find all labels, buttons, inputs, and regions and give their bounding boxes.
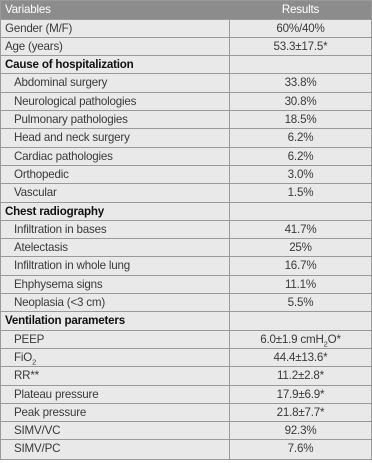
result-value-tail: O* xyxy=(327,332,341,346)
variable-label: Head and neck surgery xyxy=(14,131,130,145)
variable-label: Infiltration in whole lung xyxy=(14,259,130,273)
table-row xyxy=(1,74,371,92)
variable-cell xyxy=(1,312,230,329)
result-cell xyxy=(230,93,371,110)
result-cell xyxy=(230,257,371,274)
variable-label: Chest radiography xyxy=(5,204,105,218)
table-header xyxy=(1,1,371,20)
variable-label-subscript: 2 xyxy=(32,357,37,367)
section-row xyxy=(1,56,371,74)
result-cell xyxy=(230,367,371,384)
variable-label: Infiltration in bases xyxy=(14,222,107,236)
result-cell xyxy=(230,239,371,256)
result-cell xyxy=(230,404,371,421)
result-value: 7.6% xyxy=(287,442,314,456)
variable-cell xyxy=(1,294,230,311)
table-row xyxy=(1,331,371,349)
variable-label: Cardiac pathologies xyxy=(14,149,113,163)
variable-label: PEEP xyxy=(14,332,45,346)
table-row xyxy=(1,129,371,147)
result-value: 53.3±17.5* xyxy=(273,39,328,53)
table-row xyxy=(1,184,371,202)
result-value: 16.7% xyxy=(284,259,317,273)
result-value: 11.2±2.8* xyxy=(277,369,324,383)
table-body xyxy=(1,20,371,459)
variable-cell xyxy=(1,221,230,238)
result-cell xyxy=(230,38,371,55)
variable-cell xyxy=(1,440,230,458)
result-cell xyxy=(230,294,371,311)
variable-cell xyxy=(1,422,230,439)
variable-label: Abdominal surgery xyxy=(14,76,108,90)
variable-cell xyxy=(1,166,230,183)
variable-cell xyxy=(1,111,230,128)
variable-cell xyxy=(1,93,230,110)
result-cell xyxy=(230,422,371,439)
result-cell xyxy=(230,148,371,165)
variable-label: Orthopedic xyxy=(14,167,69,181)
table-row xyxy=(1,349,371,367)
result-value: 44.4±13.6* xyxy=(273,350,328,364)
variable-label: Neurological pathologies xyxy=(14,94,137,108)
variable-label: Ventilation parameters xyxy=(5,314,125,328)
result-value: 17.9±6.9* xyxy=(276,387,325,401)
variable-label: Pulmonary pathologies xyxy=(14,113,128,127)
section-row xyxy=(1,312,371,330)
variable-label: Gender (M/F) xyxy=(5,21,73,35)
result-value: 21.8±7.7* xyxy=(276,405,325,419)
result-value: 6.2% xyxy=(287,149,314,163)
variable-cell xyxy=(1,367,230,384)
result-cell xyxy=(230,312,371,329)
table-row xyxy=(1,38,371,56)
result-cell xyxy=(230,203,371,220)
variable-cell xyxy=(1,148,230,165)
table-row xyxy=(1,239,371,257)
variable-cell xyxy=(1,257,230,274)
result-cell xyxy=(230,129,371,146)
table-row xyxy=(1,422,371,440)
result-value: 1.5% xyxy=(287,186,314,200)
table-row xyxy=(1,111,371,129)
variable-cell xyxy=(1,74,230,91)
result-cell xyxy=(230,74,371,91)
variable-cell xyxy=(1,331,230,348)
variable-label: Vascular xyxy=(14,186,57,200)
variable-label: Age (years) xyxy=(5,39,63,53)
variable-cell xyxy=(1,276,230,293)
result-cell xyxy=(230,221,371,238)
result-value: 92.3% xyxy=(284,424,317,438)
table-row xyxy=(1,221,371,239)
result-cell xyxy=(230,111,371,128)
result-value: 41.7% xyxy=(284,222,317,236)
variable-label: Atelectasis xyxy=(14,241,68,255)
variable-cell xyxy=(1,239,230,256)
result-value: 6.0±1.9 cmH xyxy=(260,332,324,346)
variable-label: Plateau pressure xyxy=(14,387,99,401)
result-cell xyxy=(230,440,371,458)
variable-label: SIMV/VC xyxy=(14,424,61,438)
variable-cell xyxy=(1,129,230,146)
result-cell xyxy=(230,56,371,73)
result-cell xyxy=(230,386,371,403)
result-cell xyxy=(230,184,371,201)
header-variables: Variables xyxy=(1,1,230,19)
table-row xyxy=(1,440,371,458)
variable-cell xyxy=(1,386,230,403)
table-row xyxy=(1,257,371,275)
result-value: 25% xyxy=(289,241,312,255)
table-row xyxy=(1,20,371,38)
header-results: Results xyxy=(281,3,320,16)
variable-cell xyxy=(1,184,230,201)
variable-label: Peak pressure xyxy=(14,405,87,419)
table-row xyxy=(1,386,371,404)
variable-cell xyxy=(1,38,230,55)
result-value-subscript: 2 xyxy=(323,338,328,348)
variable-label: Ehphysema signs xyxy=(14,277,103,291)
result-cell xyxy=(230,276,371,293)
variable-cell xyxy=(1,56,230,73)
result-value: 30.8% xyxy=(284,94,317,108)
table-row xyxy=(1,148,371,166)
result-cell xyxy=(230,331,371,348)
result-value: 33.8% xyxy=(284,76,317,90)
variable-cell xyxy=(1,20,230,37)
table-row xyxy=(1,404,371,422)
table-row xyxy=(1,166,371,184)
variable-label: FiO xyxy=(14,350,33,364)
table-row xyxy=(1,367,371,385)
table-row xyxy=(1,294,371,312)
result-cell xyxy=(230,166,371,183)
variable-cell xyxy=(1,349,230,366)
variable-label: RR** xyxy=(14,369,39,383)
result-cell xyxy=(230,20,371,37)
variable-label: Cause of hospitalization xyxy=(5,58,134,72)
result-value: 5.5% xyxy=(287,296,314,310)
section-row xyxy=(1,203,371,221)
result-value: 60%/40% xyxy=(276,21,325,35)
variable-cell xyxy=(1,203,230,220)
result-value: 11.1% xyxy=(284,277,316,291)
table-row xyxy=(1,276,371,294)
table-row xyxy=(1,93,371,111)
variable-cell xyxy=(1,404,230,421)
variable-label: Neoplasia (<3 cm) xyxy=(14,296,105,310)
result-value: 6.2% xyxy=(287,131,314,145)
result-value: 3.0% xyxy=(287,167,314,181)
result-value: 18.5% xyxy=(284,113,317,127)
variable-label: SIMV/PC xyxy=(14,442,61,456)
result-cell xyxy=(230,349,371,366)
